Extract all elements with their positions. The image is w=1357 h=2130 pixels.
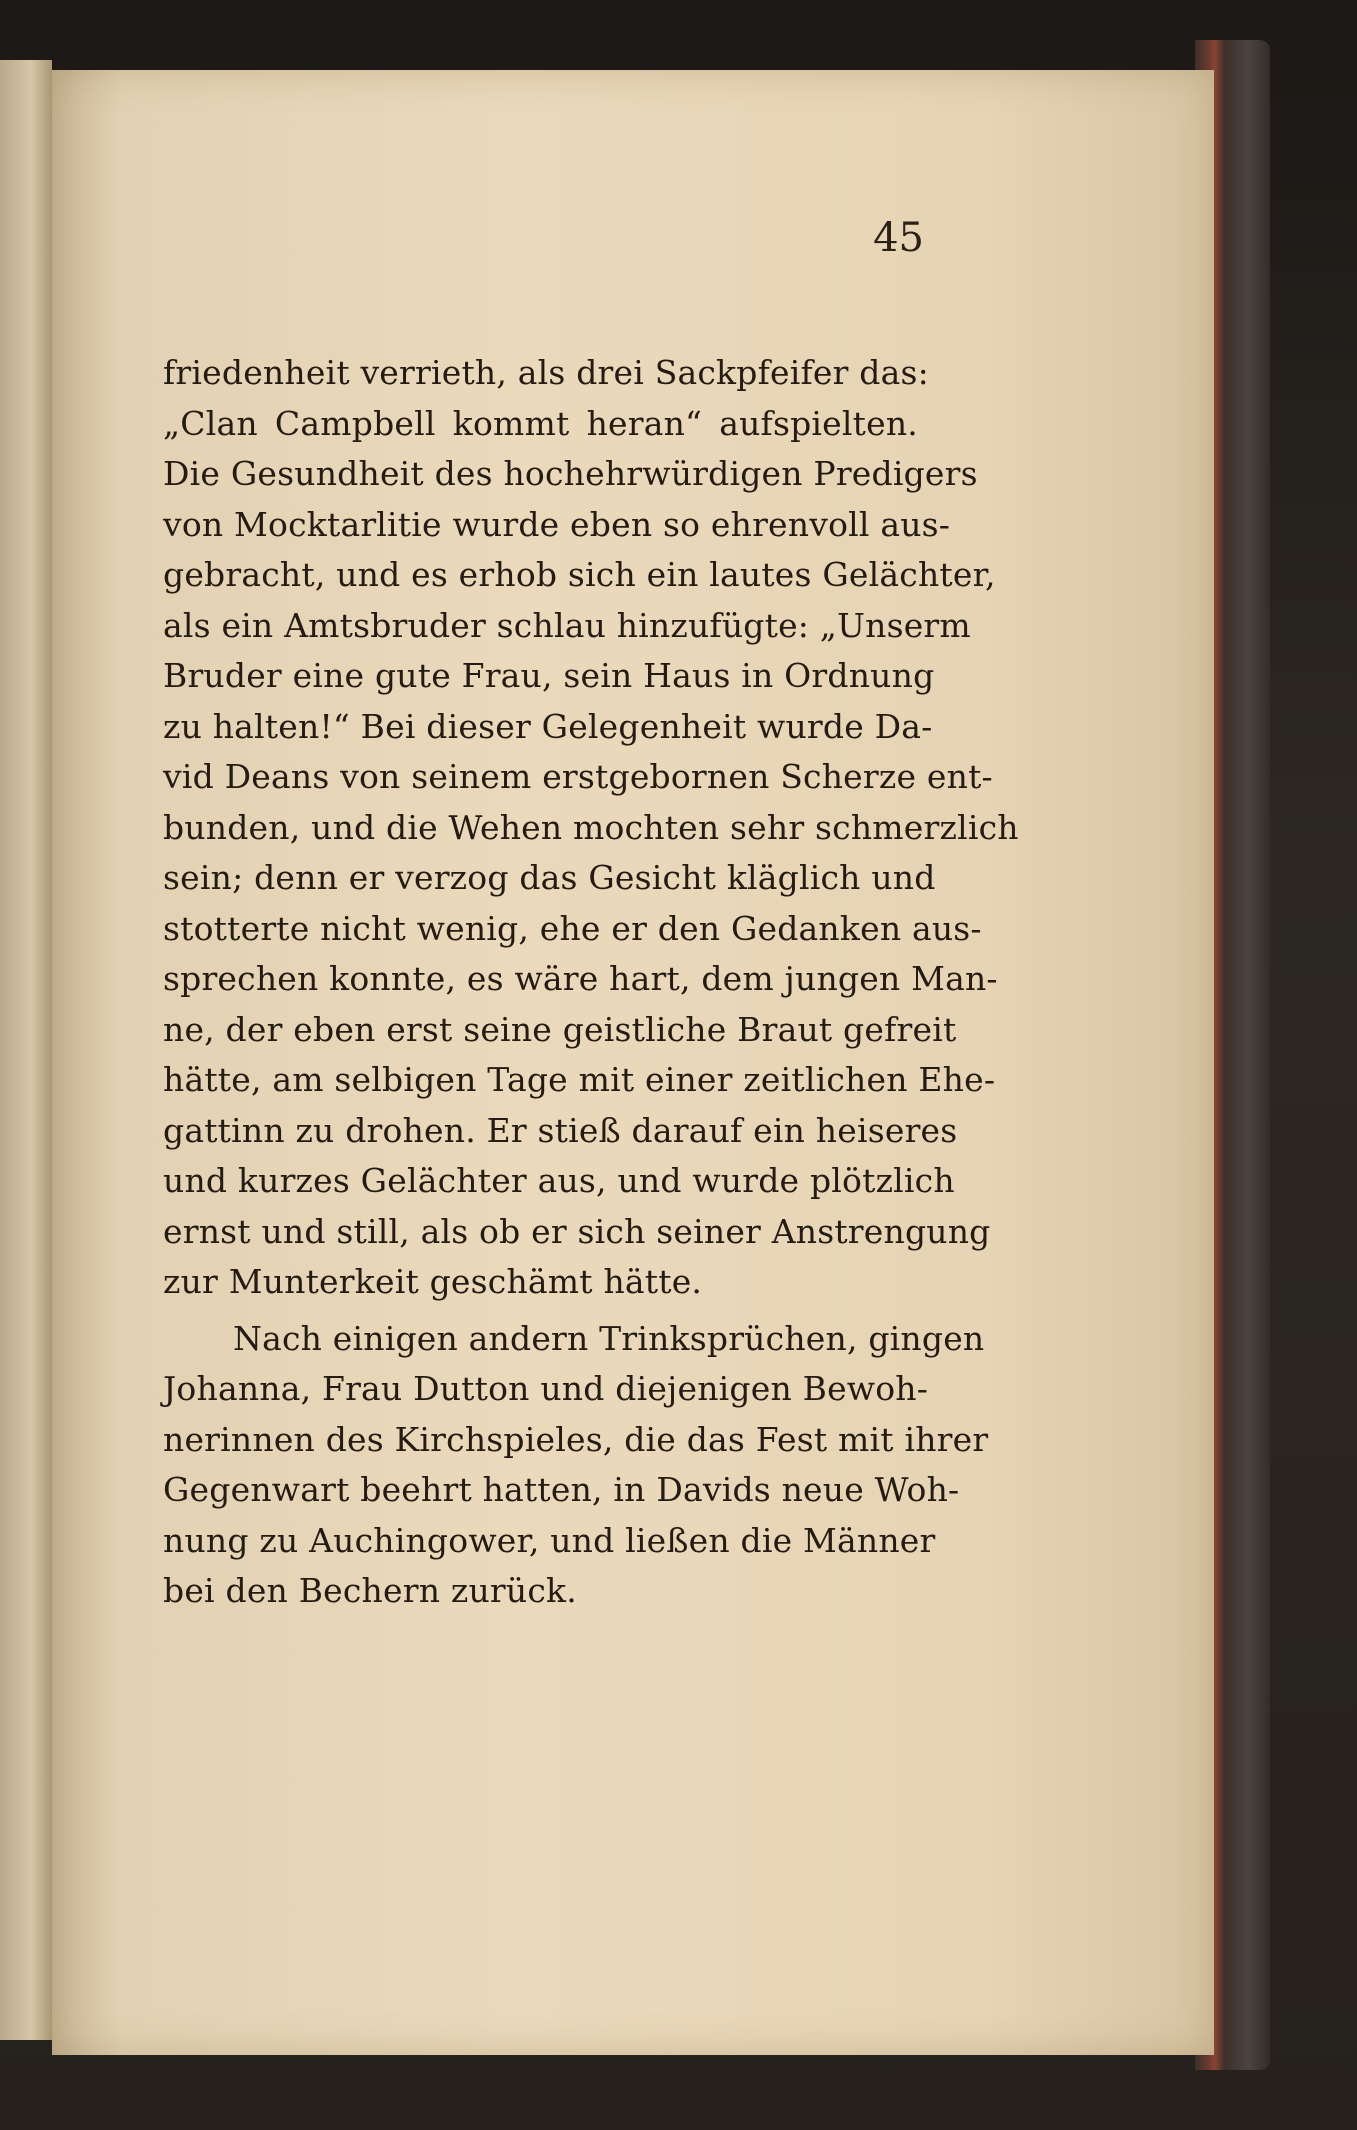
- paragraph: [163, 1314, 989, 1617]
- text-line: ernst und still, als ob er sich seiner Anstrengung: [163, 1211, 991, 1251]
- text-line: gattinn zu drohen. Er stieß darauf ein heiseres: [163, 1110, 958, 1150]
- text-line: nung zu Auchingower, und ließen die Männer: [163, 1520, 936, 1560]
- page-number: 45: [873, 215, 924, 261]
- text-line: ne, der eben erst seine geistliche Braut gefreit: [163, 1009, 957, 1049]
- text-line: von Mocktarlitie wurde eben so ehrenvoll aus-: [163, 504, 951, 544]
- text-line: sein; denn er verzog das Gesicht kläglich und: [163, 858, 936, 897]
- text-line: bei den Bechern zurück.: [163, 1571, 577, 1610]
- text-line: vid Deans von seinem erstgebornen Scherze ent-: [163, 757, 993, 796]
- text-line: nerinnen des Kirchspieles, die das Fest mit ihrer: [163, 1419, 989, 1459]
- text-line: Die Gesundheit des hochehrwürdigen Predigers: [163, 454, 978, 493]
- text-line: und kurzes Gelächter aus, und wurde plötzlich: [163, 1161, 955, 1200]
- text-line: gebracht, und es erhob sich ein lautes Gelächter,: [163, 555, 996, 594]
- facing-page-edge: [0, 60, 52, 2040]
- text-line: hätte, am selbigen Tage mit einer zeitlichen Ehe-: [163, 1060, 996, 1099]
- text-line: bunden, und die Wehen mochten sehr schmerzlich: [163, 807, 1019, 847]
- text-line: sprechen konnte, es wäre hart, dem jungen Man-: [163, 959, 998, 998]
- text-line: stotterte nicht wenig, ehe er den Gedanken aus-: [163, 908, 982, 948]
- text-line: friedenheit verrieth, als drei Sackpfeifer das:: [163, 353, 929, 392]
- text-line: Nach einigen andern Trinksprüchen, gingen: [233, 1318, 985, 1358]
- text-line: „Clan Campbell kommt heran“ aufspielten.: [163, 403, 918, 443]
- text-line: als ein Amtsbruder schlau hinzufügte: „Unserm: [163, 605, 971, 645]
- text-line: zur Munterkeit geschämt hätte.: [163, 1262, 703, 1301]
- text-line: Gegenwart beehrt hatten, in Davids neue Woh-: [163, 1470, 960, 1509]
- text-line: zu halten!“ Bei dieser Gelegenheit wurde Da-: [163, 706, 933, 746]
- paragraph: [163, 348, 1019, 1308]
- page-body-text: [163, 348, 1019, 1617]
- text-line: Johanna, Frau Dutton und diejenigen Bewoh-: [163, 1369, 929, 1408]
- text-line: Bruder eine gute Frau, sein Haus in Ordnung: [163, 656, 935, 695]
